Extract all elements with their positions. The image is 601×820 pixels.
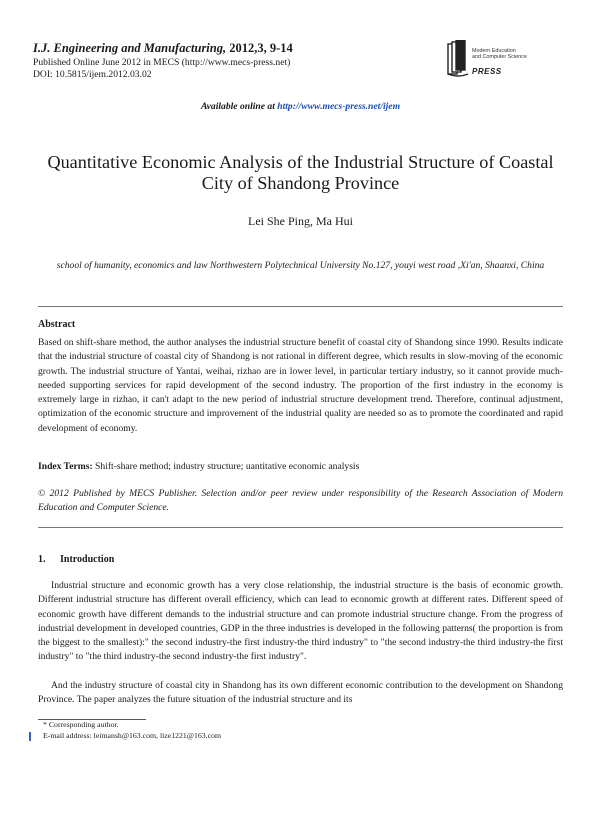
abstract-text: Based on shift-share method, the author analyses the industrial structure benefit of coastal city of Shandong since 1990. Results indicate that the industrial structure of coastal city of Shandong is not rational in different degree, which results in slow-moving of the economic growth. The industrial structure of Yantai, weihai, rizhao are in lower level, in particular tertiary industry, so it cannot provide much-needed supporting services for rapid development of the second industry. The proportion of the first industry in the economy is extremely large in rizhao, it can't adapt to the new period of industrial structure development trend. Therefore, continual adjustment, optimization of the economic structure and improvement of the industrial quality are needed so as to promote the coordinated and rapid development of economy. xyxy=(38,337,563,434)
logo-line2: and Computer Science xyxy=(472,54,527,60)
book-stack-icon xyxy=(446,40,472,80)
publication-info xyxy=(33,57,290,81)
corresponding-author: * Corresponding author. xyxy=(43,720,119,729)
logo-text xyxy=(472,48,527,60)
footnote xyxy=(43,720,221,741)
doi-line: DOI: 10.5815/ijem.2012.03.02 xyxy=(33,69,152,80)
published-line: Published Online June 2012 in MECS (http://www.mecs-press.net) xyxy=(33,57,291,68)
logo-press: PRESS xyxy=(472,67,502,76)
change-marker xyxy=(29,732,31,741)
logo-line1: Modern Education xyxy=(472,48,516,54)
journal-link[interactable]: http://www.mecs-press.net/ijem xyxy=(277,101,401,112)
abstract-heading: Abstract xyxy=(38,319,76,330)
intro-paragraph-2: And the industry structure of coastal city in Shandong has its own different economic contribution to the development on Shandong Province. The paper analyzes the future situation of the industrial structure and its xyxy=(38,680,563,706)
author-email: E-mail address: leimansh@163.com, lize1221@163.com xyxy=(43,730,222,740)
publisher-logo xyxy=(446,36,566,84)
copyright-notice: © 2012 Published by MECS Publisher. Selection and/or peer review under responsibility of the Research Association of Modern Education and Computer Science. xyxy=(38,488,563,514)
journal-title: I.J. Engineering and Manufacturing, xyxy=(33,41,227,55)
journal-volume: 2012,3, 9-14 xyxy=(229,41,293,55)
index-terms-value: Shift-share method; industry structure; uantitative economic analysis xyxy=(92,461,360,472)
index-terms xyxy=(38,460,563,474)
divider-top xyxy=(38,306,563,307)
section-heading xyxy=(38,554,114,565)
paper-authors: Lei She Ping, Ma Hui xyxy=(248,214,353,228)
availability-line xyxy=(0,101,601,112)
index-terms-label: Index Terms: xyxy=(38,461,93,472)
section-title: Introduction xyxy=(60,554,115,565)
paper-title: Quantitative Economic Analysis of the Industrial Structure of Coastal City of Shandong Province xyxy=(47,152,554,193)
available-prefix: Available online at xyxy=(200,101,278,112)
divider-bottom xyxy=(38,527,563,528)
author-affiliation: school of humanity, economics and law Northwestern Polytechnical University No.127, youyi west road ,Xi'an, Shaanxi, China xyxy=(56,260,545,271)
intro-paragraph-1: Industrial structure and economic growth has a very close relationship, the industrial structure is the basis of economic growth. Different industrial structure has different overall efficiency, which can lead to economic growth at different rates. Different speed of economic growth have different demands to the industrial structure and can promote industrial structure change. From the progress of industrial development in developed countries, GDP in the three industries is developed in the following patterns( the proportion is from the biggest to the smallest):" the second industry-the first industry-the third industry" to "the second industry-the third industry-the first industry" to "the third industry-the second industry-the first industry". xyxy=(38,580,563,663)
journal-name xyxy=(33,41,293,56)
section-number: 1. xyxy=(38,554,46,565)
